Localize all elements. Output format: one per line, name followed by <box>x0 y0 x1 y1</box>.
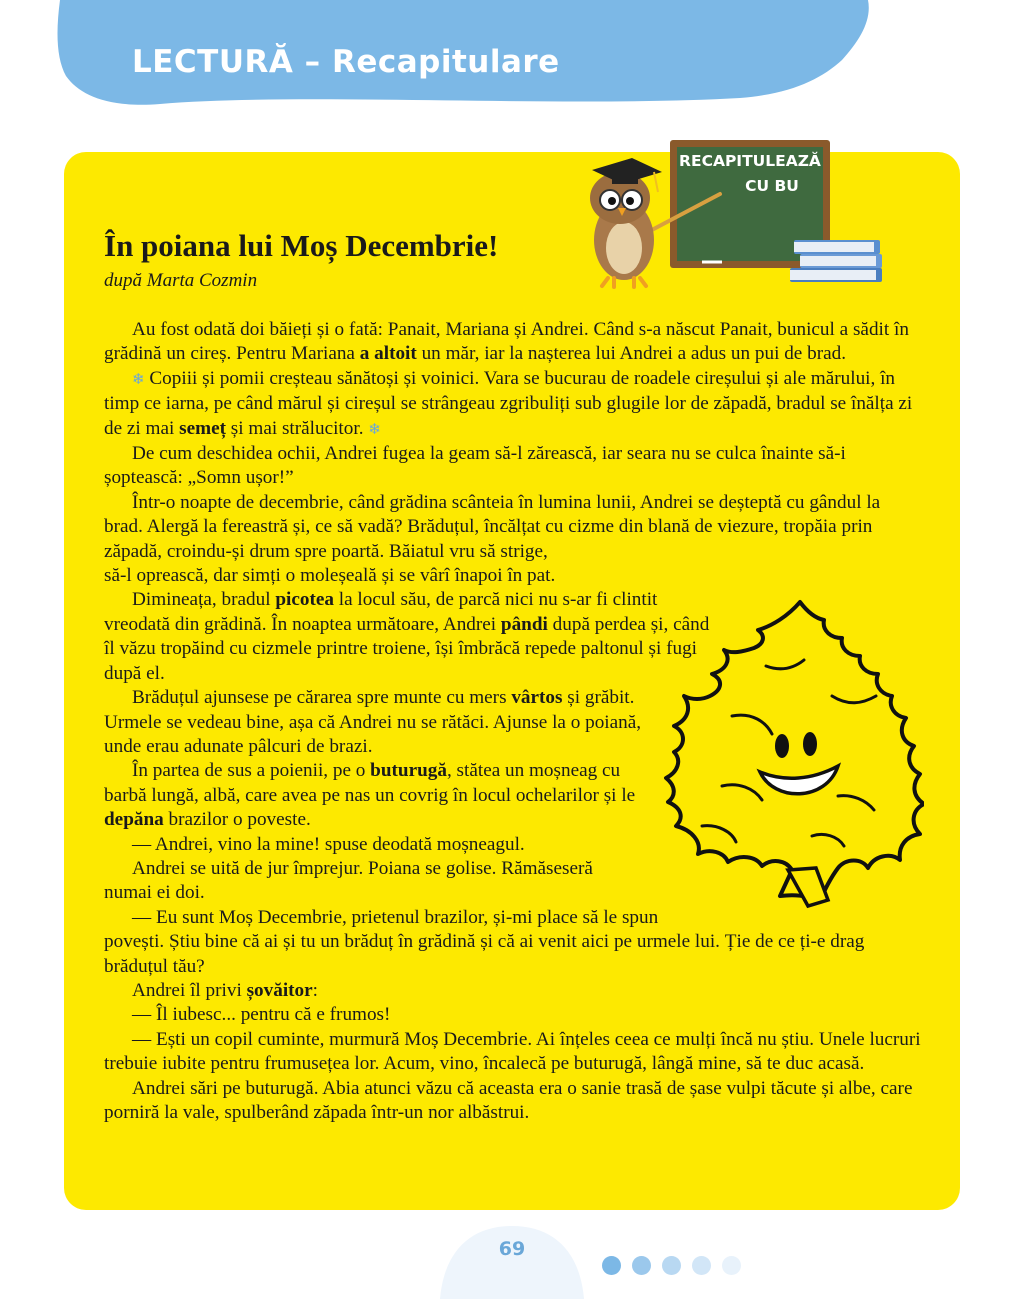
section-title: LECTURĂ – Recapitulare <box>132 44 560 80</box>
paragraph: — Ești un copil cuminte, murmură Moș Decembrie. Ai înțeles ceea ce mulți încă nu știu. Unele lucruri trebuie iubite pentru frumusețea lor. Acum, vino, încalecă pe buturugă, lângă mine, să te duc acasă. <box>104 1028 921 1075</box>
paragraph: Dimineața, bradul picotea la locul său, de parcă nici nu s-ar fi clintit vreodată din grădină. În noaptea următoare, Andrei pândi după perdea și, când îl văzu tropăind cu cizmele printre troiene, își îmbrăcă repede paltonul și fugi după el. <box>104 589 710 684</box>
books-icon <box>790 240 882 282</box>
paragraph: Andrei îl privi șovăitor: <box>132 979 319 1001</box>
owl-mascot <box>582 136 887 296</box>
smiling-tree <box>662 596 924 916</box>
board-line-2: CU BU <box>745 177 799 195</box>
paragraph: Într-o noapte de decembrie, când grădina scânteia în lumina lunii, Andrei se deșteptă cu gândul la brad. Alergă la fereastră și, ce să vadă? Brăduțul, încălțat cu cizme din blană de viezure, tropăia prin zăpadă, croindu-și drum spre poartă. Băiatul vru să strige, <box>104 491 881 562</box>
page-number: 69 <box>498 1238 526 1260</box>
paragraph: povești. Știu bine că ai și tu un brăduț în grădină și că ai venit aici pe urmele lui. Ție de ce ți-e drag brăduțul tău? <box>104 931 865 977</box>
dot <box>602 1256 621 1275</box>
paragraph: Au fost odată doi băieți și o fată: Panait, Mariana și Andrei. Când s-a născut Panait, bunicul a sădit în grădină un cireș. Pentru Mariana a altoit un măr, iar la nașterea lui Andrei a adus un pui de brad. <box>104 319 909 365</box>
dot <box>692 1256 711 1275</box>
board-line-1: RECAPITULEAZĂ <box>679 152 821 170</box>
paragraph: — Eu sunt Moș Decembrie, prietenul brazilor, și-mi place să le spun <box>132 906 659 928</box>
snowflake-icon: ❄ <box>132 371 145 388</box>
paragraph: În partea de sus a poienii, pe o buturugă, stătea un moșneag cu barbă lungă, albă, care avea pe nas un covrig în locul ochelarilor și le depăna brazilor o poveste. <box>104 760 636 831</box>
paragraph: Brăduțul ajunsese pe cărarea spre munte cu mers vârtos și grăbit. Urmele se vedeau bine, așa că Andrei nu se rătăci. Ajunse la o poiană, unde erau adunate pâlcuri de brazi. <box>104 687 642 757</box>
paragraph: să-l oprească, dar simți o moleșeală și se vârî înapoi în pat. <box>104 565 556 587</box>
snowflake-icon: ❄ <box>368 421 381 438</box>
dot <box>722 1256 741 1275</box>
page-dots <box>600 1256 760 1276</box>
paragraph: — Îl iubesc... pentru că e frumos! <box>132 1004 391 1026</box>
paragraph: — Andrei, vino la mine! spuse deodată moșneagul. <box>132 833 525 855</box>
dot <box>632 1256 651 1275</box>
paragraph: Andrei se uită de jur împrejur. Poiana se golise. Rămăseseră numai ei doi. <box>104 857 593 904</box>
dot <box>662 1256 681 1275</box>
paragraph: De cum deschidea ochii, Andrei fugea la geam să-l zărească, iar seara nu se culca înainte să-i șoptească: „Somn ușor!” <box>104 443 846 489</box>
story-title: În poiana lui Moș Decembrie! <box>104 228 499 263</box>
story-author: după Marta Cozmin <box>104 270 258 291</box>
paragraph: ❄ Copiii și pomii creșteau sănătoși și voinici. Vara se bucurau de roadele cireșului și ale mărului, în timp ce iarna, pe când mărul și cireșul se strângeau zgribuliți sub glugile lor de zăpadă, bradul se înălța zi de zi mai semeț și mai strălucitor. ❄ <box>104 367 913 439</box>
paragraph: Andrei sări pe buturugă. Abia atunci văzu că aceasta era o sanie trasă de șase vulpi tăcute și albe, care porniră la vale, spulberând zăpada într-un nor albăstrui. <box>104 1077 913 1123</box>
